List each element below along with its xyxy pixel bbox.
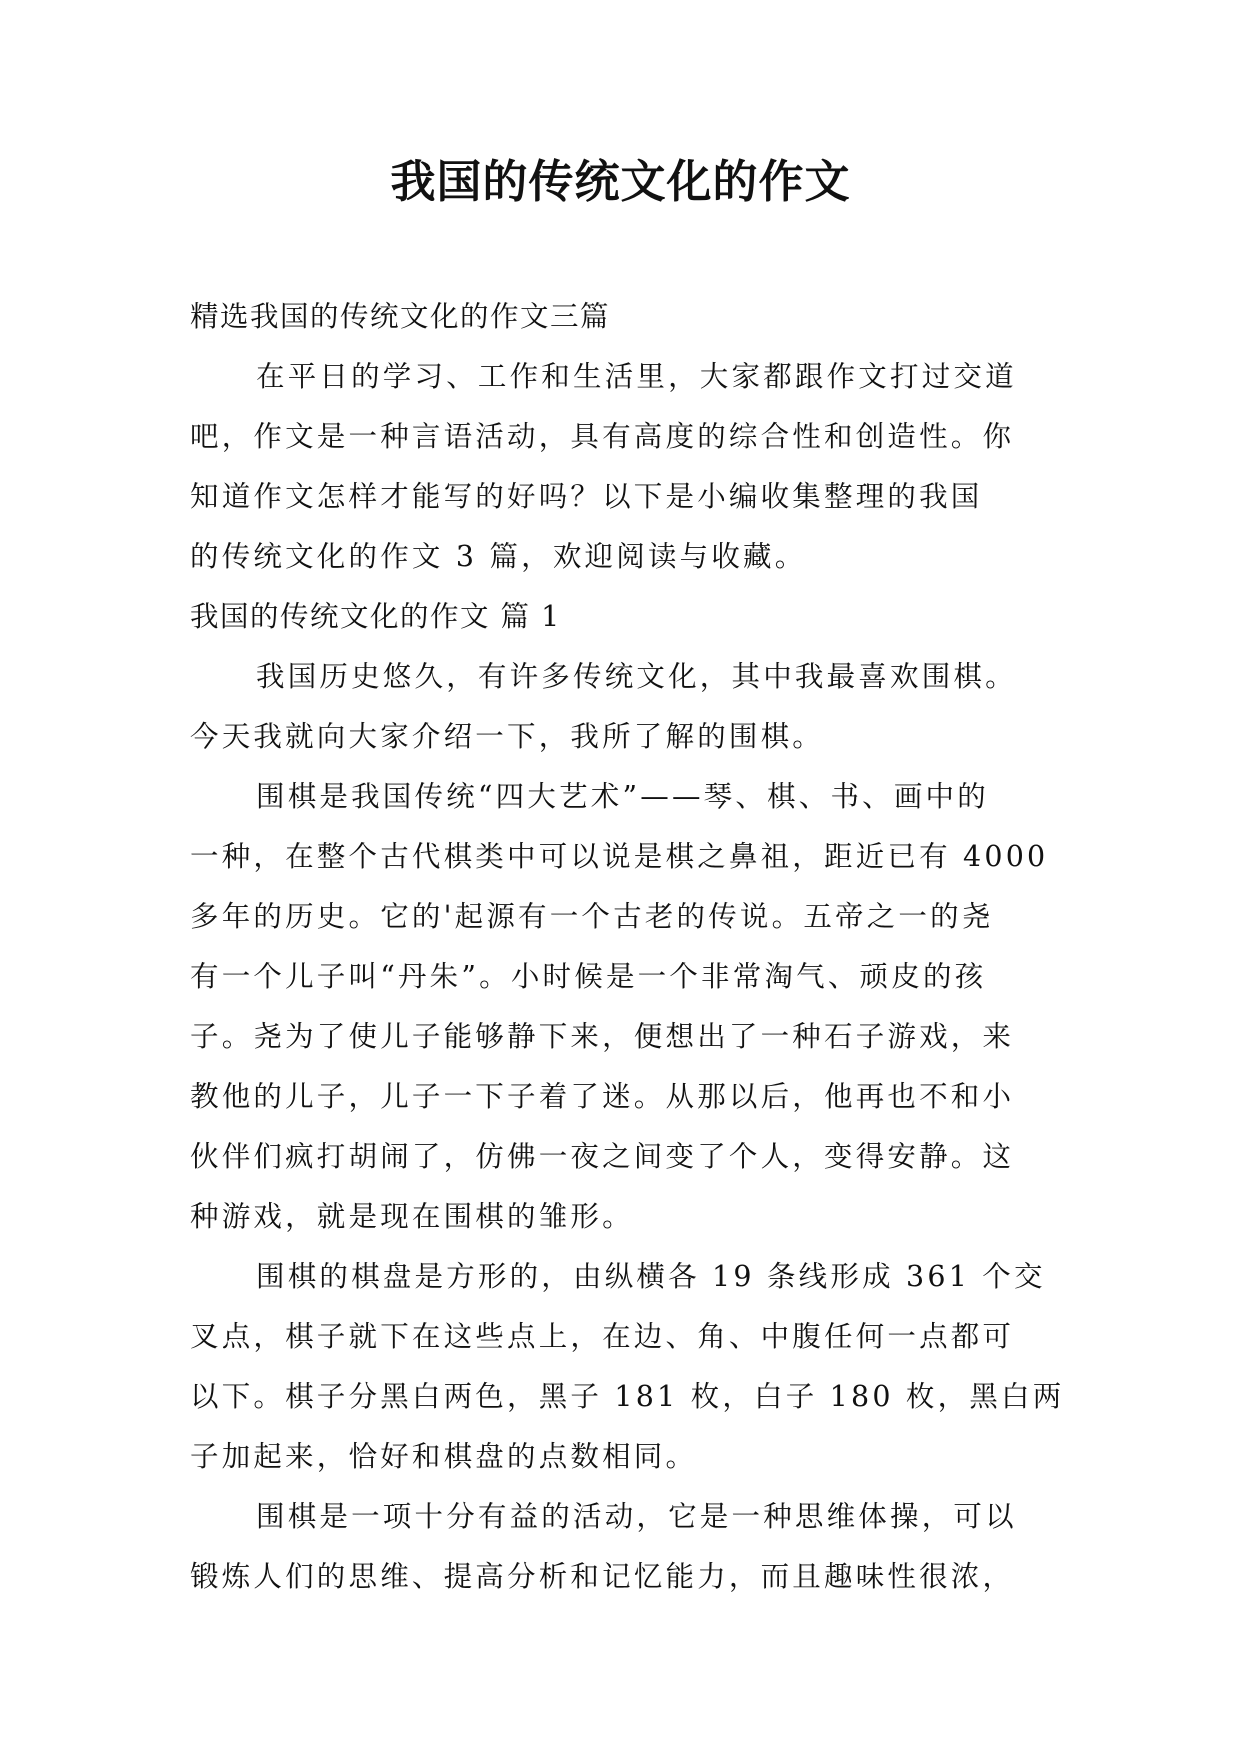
subtitle-line: 精选我国的传统文化的作文三篇 [190,300,611,333]
paragraph-line: 子。尧为了使儿子能够静下来，便想出了一种石子游戏，来 [190,1020,1015,1053]
paragraph-line: 伙伴们疯打胡闹了，仿佛一夜之间变了个人，变得安静。这 [190,1140,1015,1173]
paragraph-line: 围棋是我国传统“四大艺术”——琴、棋、书、画中的 [256,780,989,813]
paragraph-line: 子加起来，恰好和棋盘的点数相同。 [190,1440,698,1473]
paragraph-line: 今天我就向大家介绍一下，我所了解的围棋。 [190,720,825,753]
paragraph-line: 在平日的学习、工作和生活里，大家都跟作文打过交道 [256,360,1017,393]
paragraph-line: 锻炼人们的思维、提高分析和记忆能力，而且趣味性很浓， [190,1560,1015,1593]
paragraph-line: 多年的历史。它的'起源有一个古老的传说。五帝之一的尧 [190,900,994,933]
section-heading: 我国的传统文化的作文 篇 1 [190,600,561,633]
paragraph-line: 围棋是一项十分有益的活动，它是一种思维体操，可以 [256,1500,1017,1533]
paragraph-line: 围棋的棋盘是方形的，由纵横各 19 条线形成 361 个交 [256,1260,1046,1293]
paragraph-line: 一种，在整个古代棋类中可以说是棋之鼻祖，距近已有 4000 [190,840,1049,873]
paragraph-line: 种游戏，就是现在围棋的雏形。 [190,1200,634,1233]
paragraph-line: 的传统文化的作文 3 篇，欢迎阅读与收藏。 [190,540,807,573]
paragraph-line: 有一个儿子叫“丹朱”。小时候是一个非常淘气、顽皮的孩 [190,960,987,993]
document-body [190,287,1070,1607]
paragraph-line: 吧，作文是一种言语活动，具有高度的综合性和创造性。你 [190,420,1015,453]
paragraph-line: 知道作文怎样才能写的好吗？以下是小编收集整理的我国 [190,480,983,513]
document-title: 我国的传统文化的作文 [390,155,851,208]
paragraph-line: 叉点，棋子就下在这些点上，在边、角、中腹任何一点都可 [190,1320,1015,1353]
paragraph-line: 以下。棋子分黑白两色，黑子 181 枚，白子 180 枚，黑白两 [190,1380,1065,1413]
paragraph-line: 教他的儿子，儿子一下子着了迷。从那以后，他再也不和小 [190,1080,1015,1113]
paragraph-line: 我国历史悠久，有许多传统文化，其中我最喜欢围棋。 [256,660,1017,693]
